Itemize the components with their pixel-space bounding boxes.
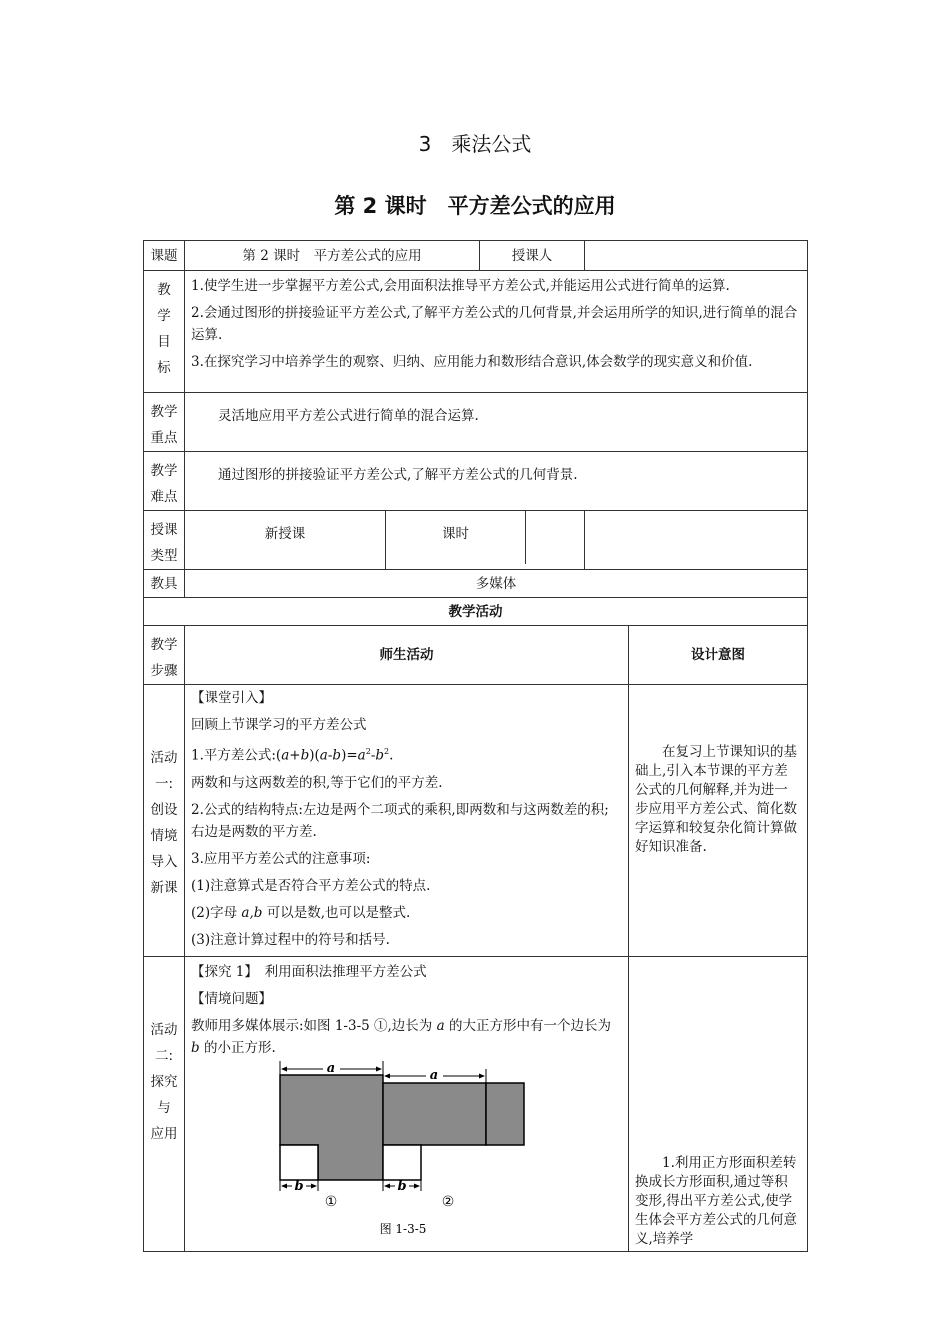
objectives-content (185, 271, 808, 393)
topic-label: 课题 (144, 241, 185, 271)
figure-2-rect-right (486, 1083, 524, 1145)
lesson-plan-table (143, 240, 808, 1252)
hours-cell (386, 511, 585, 570)
objective-2: 2.会通过图形的拼接验证平方差公式,了解平方差公式的几何背景,并会运用所学的知识,进行简单的混合运算. (191, 305, 798, 343)
figure-2-rect-left (383, 1083, 486, 1145)
tools-label: 教具 (144, 570, 185, 598)
lesson-type-value: 新授课 (185, 511, 386, 570)
activity-1-content (185, 685, 629, 957)
figure-caption: 图 1-3-5 (379, 1221, 427, 1236)
row-topic (144, 241, 808, 271)
key-point-label: 教学 重点 (144, 393, 185, 452)
chapter-title: 3 乘法公式 (418, 132, 532, 156)
figure-1-small-square (280, 1145, 318, 1180)
dim-a2-arrow-right (479, 1073, 485, 1078)
key-point-text: 灵活地应用平方差公式进行简单的混合运算. (185, 393, 808, 452)
row-key-point (144, 393, 808, 452)
row-activity-1 (144, 685, 808, 957)
lesson-title: 第 2 课时 平方差公式的应用 (334, 194, 616, 218)
lesson-type-label: 授课 类型 (144, 511, 185, 570)
objectives-label: 教 学 目 标 (144, 271, 185, 393)
activity-2-content (185, 956, 629, 1251)
dim-b2-arrow-left (384, 1183, 390, 1188)
objective-3: 3.在探究学习中培养学生的观察、归纳、应用能力和数形结合意识,体会数学的现实意义和价值. (191, 354, 753, 370)
dim-b1-arrow-right (311, 1183, 317, 1188)
steps-label: 教学 步骤 (144, 626, 185, 685)
activities-header: 教学活动 (144, 598, 808, 626)
activity-2-heading: 【探究 1】 利用面积法推理平方差公式 (191, 963, 427, 980)
figure-mark-2: ② (441, 1193, 455, 1210)
dim-a2-arrow-left (384, 1073, 390, 1078)
formula-verbal: 两数和与这两数差的积,等于它们的平方差. (191, 774, 443, 791)
formula-line: 1.平方差公式$:(a+b)(a-b)=a^2-b^2$. (191, 747, 394, 764)
label-b-2: b (397, 1178, 407, 1194)
row-lesson-type (144, 511, 808, 570)
dim-b2-arrow-right (414, 1183, 420, 1188)
hours-value (526, 511, 585, 564)
formula-structure: 2.公式的结构特点:左边是两个二项式的乘积,即两数和与这两数差的积;右边是两数的平方差. (191, 801, 609, 840)
row-tools (144, 570, 808, 598)
figure-mark-1: ① (324, 1193, 338, 1210)
dim-a1-arrow-left (281, 1066, 287, 1071)
label-b-1: b (294, 1178, 304, 1194)
dim-b1-arrow-left (281, 1183, 287, 1188)
activity-2-sub: 【情境问题】 (191, 990, 272, 1007)
notes-title: 3.应用平方差公式的注意事项: (191, 850, 371, 867)
tools-value: 多媒体 (185, 570, 808, 598)
activity-1-heading: 【课堂引入】 (191, 690, 272, 706)
row-steps-header (144, 626, 808, 685)
objective-1: 1.使学生进一步掌握平方差公式,会用面积法推导平方差公式,并能运用公式进行简单的运算. (191, 278, 730, 294)
teacher-value (585, 241, 808, 271)
difficulty-text: 通过图形的拼接验证平方差公式,了解平方差公式的几何背景. (185, 452, 808, 511)
figure-2-small-square (383, 1145, 421, 1180)
teacher-label: 授课人 (480, 241, 585, 271)
activity-1-intent: 在复习上节课知识的基础上,引入本节课的平方差公式的几何解释,并为进一步应用平方差公式、简化数字运算和较复杂化简计算做好知识准备. (629, 685, 808, 957)
row-activities-header (144, 598, 808, 626)
label-a-1: a (326, 1060, 336, 1076)
topic-value: 第 2 课时 平方差公式的应用 (185, 241, 480, 271)
activity-2-intent: 1.利用正方形面积差转换成长方形面积,通过等积变形,得出平方差公式,使学生体会平方差公式的几何意义,培养学 (629, 956, 808, 1251)
dim-a1-arrow-right (376, 1066, 382, 1071)
note-1: (1)注意算式是否符合平方差公式的特点. (191, 877, 431, 894)
lesson-type-empty (585, 511, 808, 570)
figure-1-3-5 (278, 1061, 528, 1241)
intent-column-header: 设计意图 (629, 626, 808, 685)
note-2: (2)字母 a,b 可以是数,也可以是整式. (191, 904, 411, 921)
activity-1-review: 回顾上节课学习的平方差公式 (191, 717, 367, 733)
hours-label: 课时 (386, 511, 526, 564)
label-a-2: a (429, 1067, 439, 1083)
row-activity-2 (144, 956, 808, 1251)
activity-1-label: 活动 一: 创设 情境 导入 新课 (144, 685, 185, 957)
activity-column-header: 师生活动 (185, 626, 629, 685)
note-3: (3)注意计算过程中的符号和括号. (191, 931, 390, 948)
row-difficulty (144, 452, 808, 511)
activity-2-text: 教师用多媒体展示:如图 1-3-5 ①,边长为 a 的大正方形中有一个边长为 b 的小正方形. (191, 1017, 611, 1056)
activity-2-label: 活动 二: 探究 与 应用 (144, 956, 185, 1251)
difficulty-label: 教学 难点 (144, 452, 185, 511)
row-objectives (144, 271, 808, 393)
